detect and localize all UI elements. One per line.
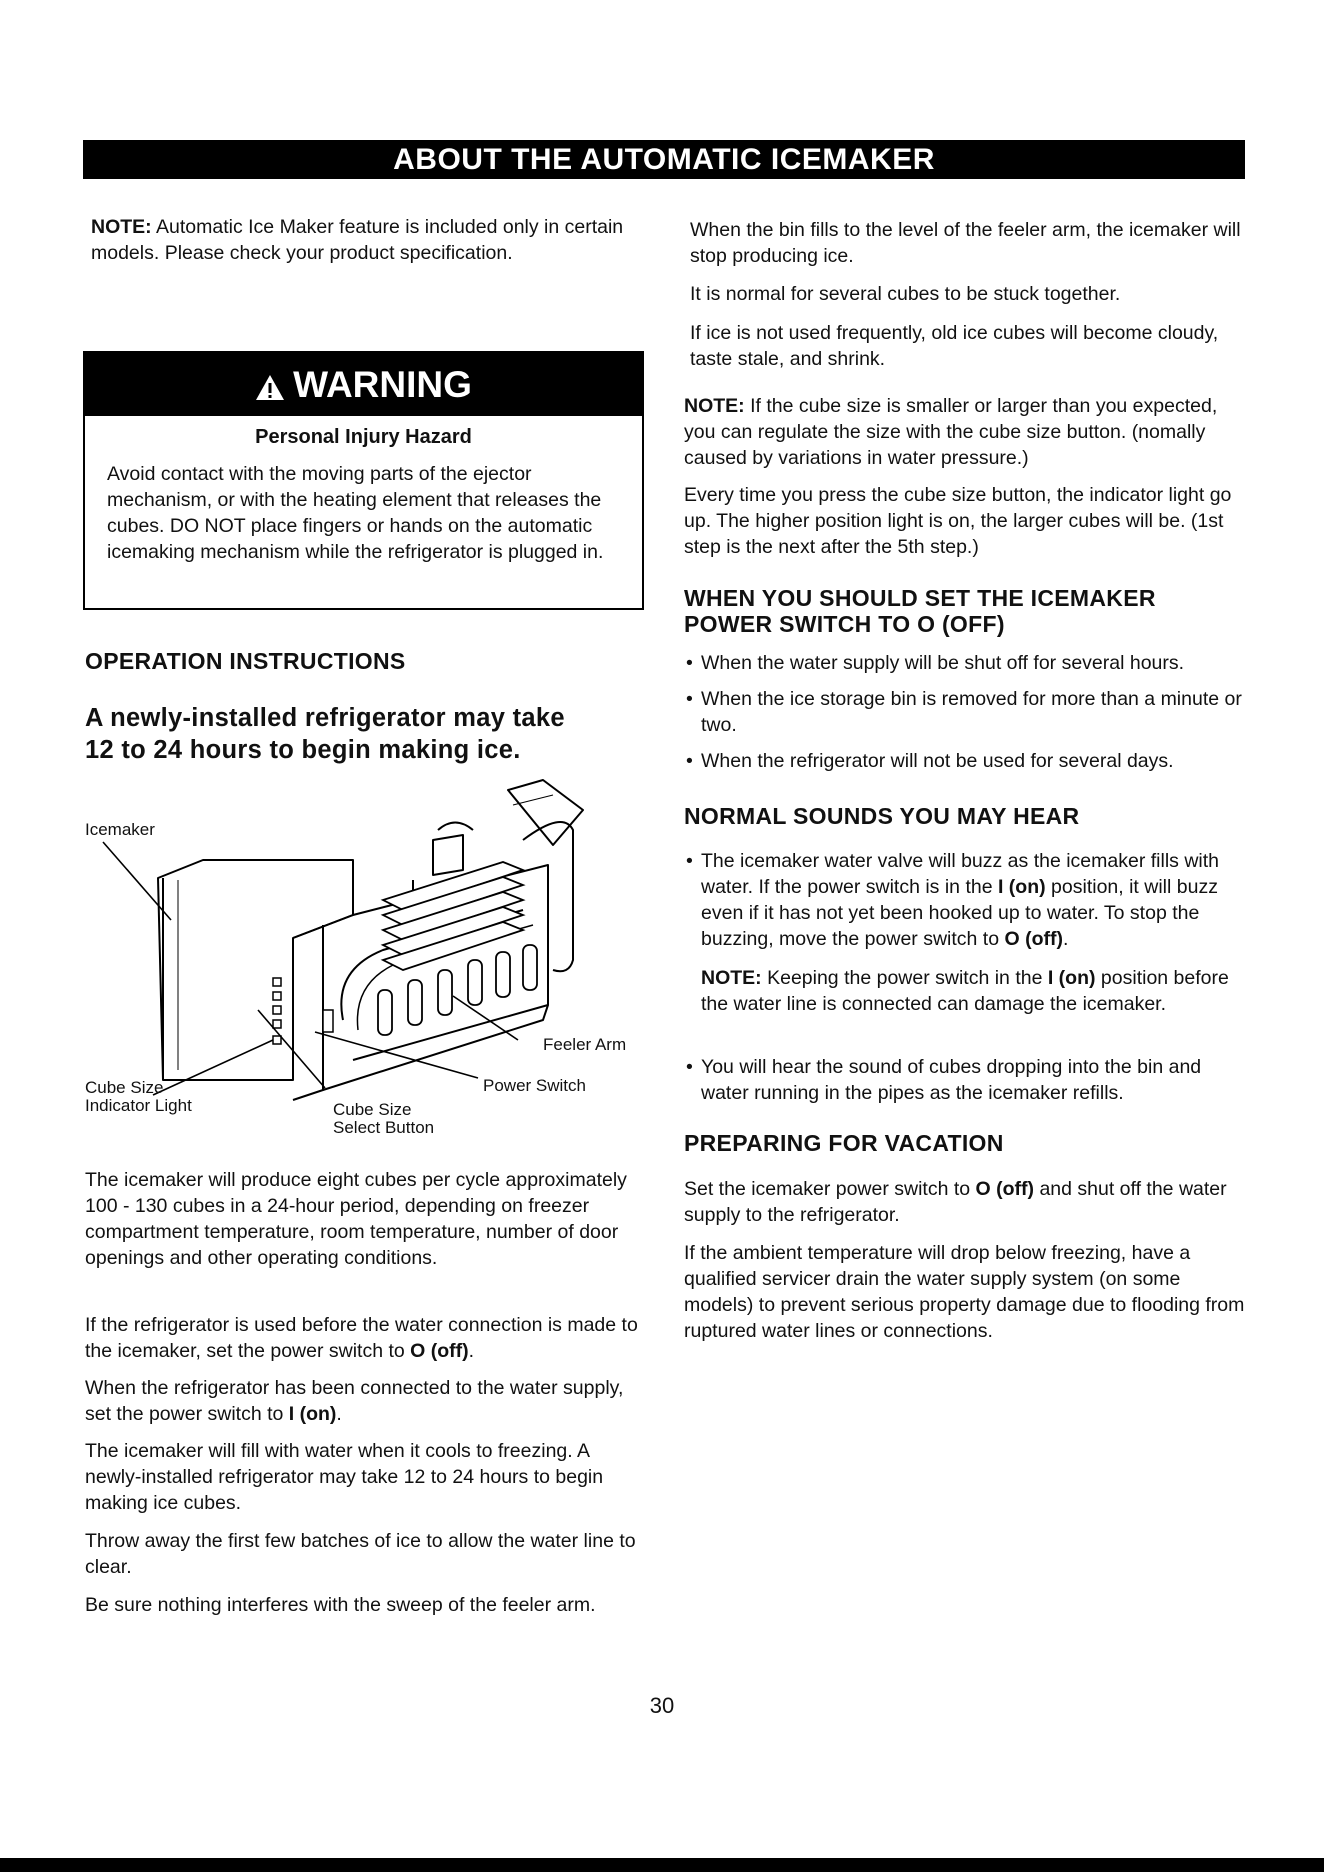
label-power-switch: Power Switch <box>483 1076 586 1095</box>
warning-header <box>85 353 642 416</box>
vac1-text: Set the icemaker power switch to <box>684 1178 976 1200</box>
sounds-list-2 <box>684 1054 1249 1106</box>
label-cube-size-indicator-line2: Indicator Light <box>85 1096 192 1115</box>
note-cube-size-label: NOTE: <box>684 395 745 417</box>
list-item: • When the refrigerator will not be used for several days. <box>684 748 1249 774</box>
para-connected <box>85 1375 645 1427</box>
page-number: 30 <box>649 1693 675 1718</box>
operation-subheading-line1: A newly-installed refrigerator may take <box>85 704 565 732</box>
page-title: ABOUT THE AUTOMATIC ICEMAKER <box>393 143 935 176</box>
para-throw: Throw away the first few batches of ice to allow the water line to clear. <box>85 1530 636 1578</box>
para-before-water-end: . <box>468 1340 475 1362</box>
para-connected-end: . <box>336 1403 342 1425</box>
para-connected-text: When the refrigerator has been connected to the water supply, set the power switch to <box>85 1377 624 1425</box>
warning-subheading: Personal Injury Hazard <box>255 426 472 448</box>
sound-note <box>701 965 1249 1017</box>
note-cube-size-text: If the cube size is smaller or larger than you expected, you can regulate the size with the cube size button. (nomally caused by variations in water pressure.) <box>684 395 1218 469</box>
label-icemaker: Icemaker <box>85 820 155 839</box>
para-fill: The icemaker will fill with water when it cools to freezing. A newly-installed refrigerator may take 12 to 24 hours to begin making ice cubes. <box>85 1440 604 1514</box>
para-press: Every time you press the cube size button, the indicator light go up. The higher position light is on, the larger cubes will be. (1st step is the next after the 5th step.) <box>684 484 1232 558</box>
sound1-text-2: position, it will buzz even if it has not yet been hooked up to water. To stop the buzzing, move the power switch to <box>701 876 1218 950</box>
sounds-heading: NORMAL SOUNDS YOU MAY HEAR <box>684 803 1080 829</box>
sound-note-text: Keeping the power switch in the <box>761 967 1048 989</box>
label-cube-size-indicator-line1: Cube Size <box>85 1078 164 1097</box>
label-feeler-arm: Feeler Arm <box>543 1035 627 1054</box>
sound-note-on: I (on) <box>1047 967 1096 989</box>
operation-subheading-line2: 12 to 24 hours to begin making ice. <box>85 736 521 764</box>
para-bin: When the bin fills to the level of the feeler arm, the icemaker will stop producing ice. <box>690 219 1241 267</box>
warning-box <box>83 351 644 610</box>
para-connected-on: I (on) <box>288 1403 337 1425</box>
para-produce: The icemaker will produce eight cubes per cycle approximately 100 - 130 cubes in a 24-hour period, depending on freezer compartment temperature, room temperature, number of door openings and other operating conditions. <box>85 1169 627 1269</box>
para-before-water-off: O (off) <box>410 1340 469 1362</box>
sounds-list <box>684 848 1249 952</box>
warning-triangle-icon <box>255 374 285 401</box>
when-heading-line2: POWER SWITCH TO O (OFF) <box>684 611 1005 637</box>
when-heading-line1: WHEN YOU SHOULD SET THE ICEMAKER <box>684 585 1156 611</box>
sound1-on: I (on) <box>997 876 1046 898</box>
sound1-text: The icemaker water valve will buzz as the icemaker fills with water. If the power switch is in the <box>701 850 1220 898</box>
para-stuck: It is normal for several cubes to be stuck together. <box>690 283 1121 305</box>
sound-note-text-2: position before the water line is connected can damage the icemaker. <box>701 967 1229 1015</box>
when-list <box>684 650 1249 774</box>
list-item <box>684 848 1249 952</box>
para-cloudy: If ice is not used frequently, old ice cubes will become cloudy, taste stale, and shrink. <box>690 322 1219 370</box>
bottom-divider <box>0 1858 1324 1872</box>
page-title-banner <box>83 140 1245 179</box>
list-item: • When the water supply will be shut off for several hours. <box>684 650 1249 676</box>
para-vacation-2: If the ambient temperature will drop below freezing, have a qualified servicer drain the water supply system (on some models) to prevent serious property damage due to flooding from ruptured water lines or connections. <box>684 1242 1245 1342</box>
para-sweep: Be sure nothing interferes with the sweep of the feeler arm. <box>85 1594 596 1616</box>
para-before-water-text: If the refrigerator is used before the water connection is made to the icemaker, set the power switch to <box>85 1314 638 1362</box>
note-cube-size <box>684 393 1249 471</box>
para-before-water <box>85 1312 645 1364</box>
warning-body: Avoid contact with the moving parts of the ejector mechanism, or with the heating element that releases the cubes. DO NOT place fingers or hands on the automatic icemaking mechanism while the refrigerator is plugged in. <box>107 463 604 563</box>
sound1-off: O (off) <box>1004 928 1063 950</box>
sound-note-label: NOTE: <box>701 967 762 989</box>
label-cube-size-select-line2: Select Button <box>333 1118 435 1137</box>
list-item: • You will hear the sound of cubes dropping into the bin and water running in the pipes as the icemaker refills. <box>684 1054 1249 1106</box>
para-vacation-1 <box>684 1176 1249 1228</box>
operation-heading: OPERATION INSTRUCTIONS <box>85 648 406 674</box>
note-text: Automatic Ice Maker feature is included only in certain models. Please check your product specification. <box>91 216 624 264</box>
label-cube-size-select-line1: Cube Size <box>333 1100 412 1119</box>
sound1-end: . <box>1062 928 1069 950</box>
list-item: • When the ice storage bin is removed for more than a minute or two. <box>684 686 1249 738</box>
vac1-off: O (off) <box>975 1178 1035 1200</box>
icemaker-diagram <box>83 770 643 1150</box>
note-label: NOTE: <box>91 216 152 238</box>
vac1-text-2: and shut off the water supply to the refrigerator. <box>684 1178 1227 1226</box>
warning-heading: WARNING <box>293 364 472 405</box>
note-automatic-icemaker <box>91 214 651 266</box>
vacation-heading: PREPARING FOR VACATION <box>684 1130 1004 1156</box>
